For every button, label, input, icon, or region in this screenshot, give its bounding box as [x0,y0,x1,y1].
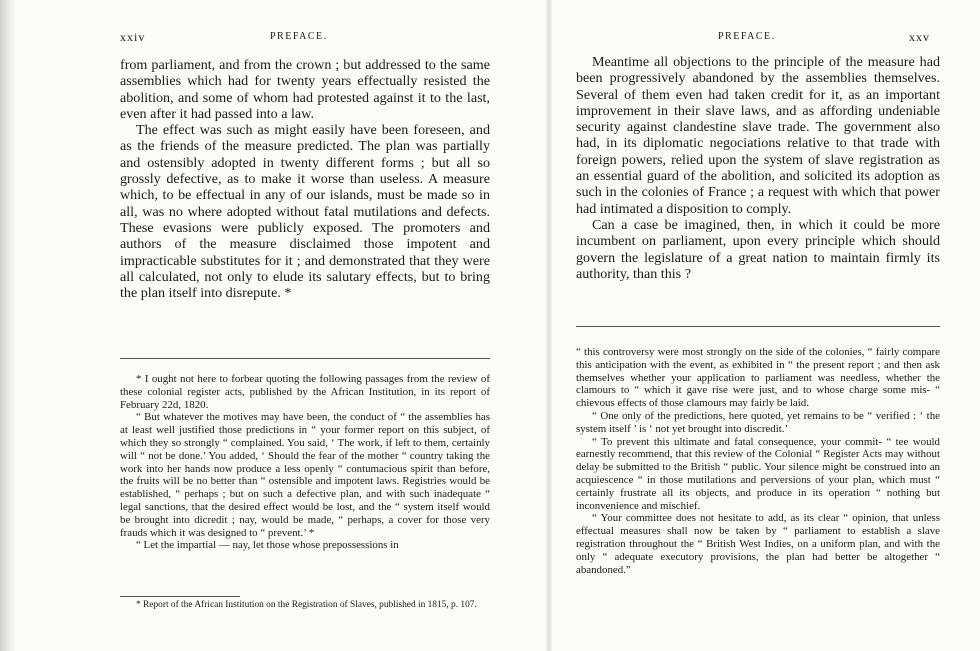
subnote-text: * Report of the African Institution on the Registration of Slaves, published in 1815, p. 107. [136,600,477,610]
left-subnote [120,600,490,612]
right-paragraph: Meantime all objections to the principle of the measure had been progressively abandoned by the assemblies themselves. Several of them even had taken credit for it, as an important improvement in their slave laws, and as affording undeniable security against clandestine slave trade. The government also had, in its diplomatic negociations relative to that trade with foreign powers, relied upon the system of slave registration as an essential guard of the abolition, and solicited its adoption as such in the colonies of France ; a request with which that power had intimated a disposition to comply. [576,54,940,217]
left-body-text [120,57,490,301]
left-running-header [120,31,490,47]
footnote-paragraph: “ this controversy were most strongly on the side of the colonies, “ fairly compare this anticipation with the event, as exhibited in “ the present report ; and then ask themselves whether your application to parliament was needless, whether the clamours to “ which it gave rise were just, and to whose charge some mis- “ chievous effects of those clamours may fairly be laid. [576,346,940,410]
left-paragraph: from parliament, and from the crown ; but addressed to the same assemblies which had for twenty years effectually resisted the abolition, and some of whom had protested against it to the last, even after it had passed into a law. [120,57,490,122]
footnote-paragraph: “ But whatever the motives may have been, the conduct of “ the assemblies has at least well justified those predictions in “ your former report on this subject, of which they so strongly “ complained. You said, ‘ The work, if left to them, certainly will “ not be done.’ You added, ‘ Should the fear of the mother “ country taking the work into her hands now produce a less openly “ contumacious spirit than before, the fruits will be no better than “ ostensible and impotent laws. Registries would be established, “ perhaps ; but on such a defective plan, and with such inadequate “ legal sanctions, that the desired effect would be lost, and the “ system itself would be brought into dicredit ; nay, would be made, “ perhaps, a cover for those very frauds which it was designed to “ prevent.’ * [120,411,490,539]
right-page [576,0,940,651]
binding-gutter [0,0,16,651]
right-running-head: PREFACE. [718,31,776,42]
left-footnote [120,373,490,552]
right-running-header [576,31,940,47]
right-page-number: xxv [909,30,930,44]
left-footnote-rule [120,358,490,359]
left-subnote-rule [120,596,240,597]
left-page-number: xxiv [120,30,146,44]
right-paragraph: Can a case be imagined, then, in which it could be more incumbent on parliament, upon every principle which should govern the legislature of a great nation to maintain firmly its authority, than this ? [576,216,940,282]
footnote-paragraph: “ One only of the predictions, here quoted, yet remains to be “ verified : ‘ the system itself ’ is ‘ not yet brought into discredit.’ [576,409,940,435]
footnote-paragraph: “ Let the impartial — nay, let those whose prepossessions in [136,539,399,552]
book-spine [546,0,552,651]
footnote-paragraph: “ Your committee does not hesitate to add, as its clear “ opinion, that unless effectual measures shall now be taken by “ parliament to establish a slave registration throughout the “ British West Indies, on a uniform plan, and with the only “ adequate executory provisions, the plan had better be altogether “ abandoned.” [576,512,940,576]
footnote-paragraph: * I ought not here to forbear quoting the following passages from the review of these colonial register acts, published by the African Institution, in its report of February 22d, 1820. [120,373,490,411]
right-footnote [576,346,940,576]
right-footnote-rule [576,326,940,327]
left-paragraph: The effect was such as might easily have been foreseen, and as the friends of the measure predicted. The plan was partially and ostensibly adopted in twenty different forms ; but all so grossly defective, as to make it worse than useless. A measure which, to be effectual in any of our islands, must be made so in all, was no where adopted without fatal mutilations and defects. These evasions were publicly exposed. The promoters and authors of the measure disclaimed those impotent and impracticable substitutes for it ; and demonstrated that they were all calculated, not only to elude its salutary effects, but to bring the plan itself into disrepute. * [120,122,490,302]
right-body-text [576,54,940,282]
left-running-head: PREFACE. [270,31,328,42]
footnote-paragraph: “ To prevent this ultimate and fatal consequence, your commit- “ tee would earnestly recommend, that this review of the Colonial “ Register Acts may without delay be submitted to the British “ public. Your silence might be construed into an acquiescence “ in those mutilations and perversions of your plan, which must “ certainly frustrate all its objects, and produce in its operation “ nothing but inconvenience and mischief. [576,435,940,512]
left-page [120,0,490,651]
